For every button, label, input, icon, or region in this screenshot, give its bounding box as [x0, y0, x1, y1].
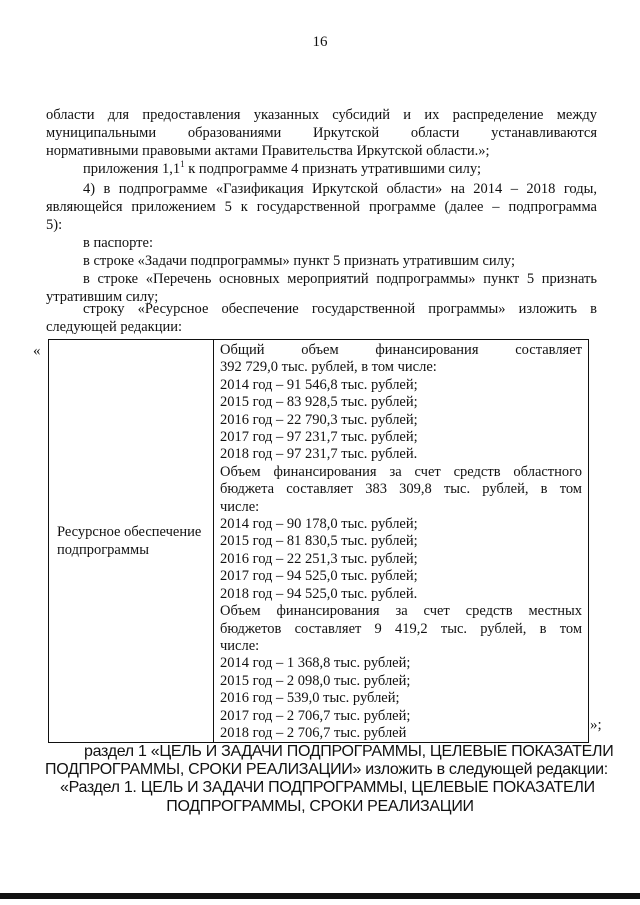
table-line: 2015 год – 2 098,0 тыс. рублей;	[220, 672, 411, 689]
table-line: числе:	[220, 637, 260, 654]
section-heading-line: ПОДПРОГРАММЫ, СРОКИ РЕАЛИЗАЦИИ	[166, 798, 474, 815]
table-line: 2017 год – 97 231,7 тыс. рублей;	[220, 429, 418, 446]
section-line: ПОДПРОГРАММЫ, СРОКИ РЕАЛИЗАЦИИ» изложить в следующей редакции:	[45, 761, 608, 778]
paragraph-line: области для предоставления указанных субсидий и их распределение между	[46, 107, 597, 123]
table-row	[49, 340, 589, 743]
paragraph-line: 4) в подпрограмме «Газификация Иркутской области» на 2014 – 2018 годы,	[83, 181, 597, 197]
table-line: Объем финансирования за счет средств местных	[220, 603, 582, 620]
table-line: 2016 год – 22 251,3 тыс. рублей;	[220, 550, 418, 567]
section-heading-line: «Раздел 1. ЦЕЛЬ И ЗАДАЧИ ПОДПРОГРАММЫ, ЦЕЛЕВЫЕ ПОКАЗАТЕЛИ	[60, 779, 595, 796]
scan-edge-bar	[0, 893, 640, 899]
table-label-line: подпрограммы	[57, 542, 149, 559]
table-line: числе:	[220, 498, 260, 515]
table-line: 2014 год – 91 546,8 тыс. рублей;	[220, 376, 418, 393]
paragraph-line: в строке «Задачи подпрограммы» пункт 5 признать утратившим силу;	[83, 253, 515, 269]
table-line: 2016 год – 539,0 тыс. рублей;	[220, 690, 400, 707]
table-line: 2018 год – 2 706,7 тыс. рублей	[220, 724, 407, 741]
superscript: 1	[180, 159, 185, 169]
table-line: бюджета составляет 383 309,8 тыс. рублей, в том	[220, 481, 582, 498]
paragraph-line: в паспорте:	[83, 235, 153, 251]
quote-open: «	[33, 343, 41, 359]
table-line: 392 729,0 тыс. рублей, в том числе:	[220, 359, 437, 376]
text-fragment: к подпрограмме 4 признать утратившими силу;	[184, 161, 481, 177]
paragraph-line: муниципальными образованиями Иркутской области устанавливаются	[46, 125, 597, 141]
table-cell-content	[214, 340, 589, 743]
table-line: 2014 год – 1 368,8 тыс. рублей;	[220, 655, 411, 672]
table-line: Общий объем финансирования составляет	[220, 342, 582, 358]
quote-close: »;	[590, 717, 602, 733]
table-label-line: Ресурсное обеспечение	[57, 524, 202, 541]
table-line: 2017 год – 94 525,0 тыс. рублей;	[220, 568, 418, 585]
table-line: 2015 год – 81 830,5 тыс. рублей;	[220, 533, 418, 550]
section-line: раздел 1 «ЦЕЛЬ И ЗАДАЧИ ПОДПРОГРАММЫ, ЦЕЛЕВЫЕ ПОКАЗАТЕЛИ	[84, 743, 614, 760]
paragraph-line: нормативными правовыми актами Правительства Иркутской области.»;	[46, 143, 490, 159]
table-line: 2016 год – 22 790,3 тыс. рублей;	[220, 411, 418, 428]
table-line: 2018 год – 97 231,7 тыс. рублей.	[220, 446, 418, 463]
table-line: 2015 год – 83 928,5 тыс. рублей;	[220, 394, 418, 411]
paragraph-line: утратившим силу;	[46, 289, 159, 305]
paragraph-line: являющейся приложением 5 к государственной программе (далее – подпрограмма	[46, 199, 597, 215]
table-line: бюджетов составляет 9 419,2 тыс. рублей, в том	[220, 620, 582, 637]
paragraph-line: 5):	[46, 217, 63, 233]
paragraph-line	[83, 160, 481, 178]
resource-table	[48, 339, 589, 743]
table-line: 2014 год – 90 178,0 тыс. рублей;	[220, 516, 418, 533]
text-fragment: приложения 1,1	[83, 161, 181, 177]
paragraph-line: строку «Ресурсное обеспечение государственной программы» изложить в	[83, 301, 597, 317]
page-number: 16	[312, 34, 328, 50]
table-cell-label	[49, 340, 214, 743]
paragraph-line: следующей редакции:	[46, 319, 183, 335]
table-line: 2017 год – 2 706,7 тыс. рублей;	[220, 707, 411, 724]
table-line: Объем финансирования за счет средств областного	[220, 463, 582, 480]
paragraph-line: в строке «Перечень основных мероприятий подпрограммы» пункт 5 признать	[83, 271, 597, 287]
table-line: 2018 год – 94 525,0 тыс. рублей.	[220, 585, 418, 602]
